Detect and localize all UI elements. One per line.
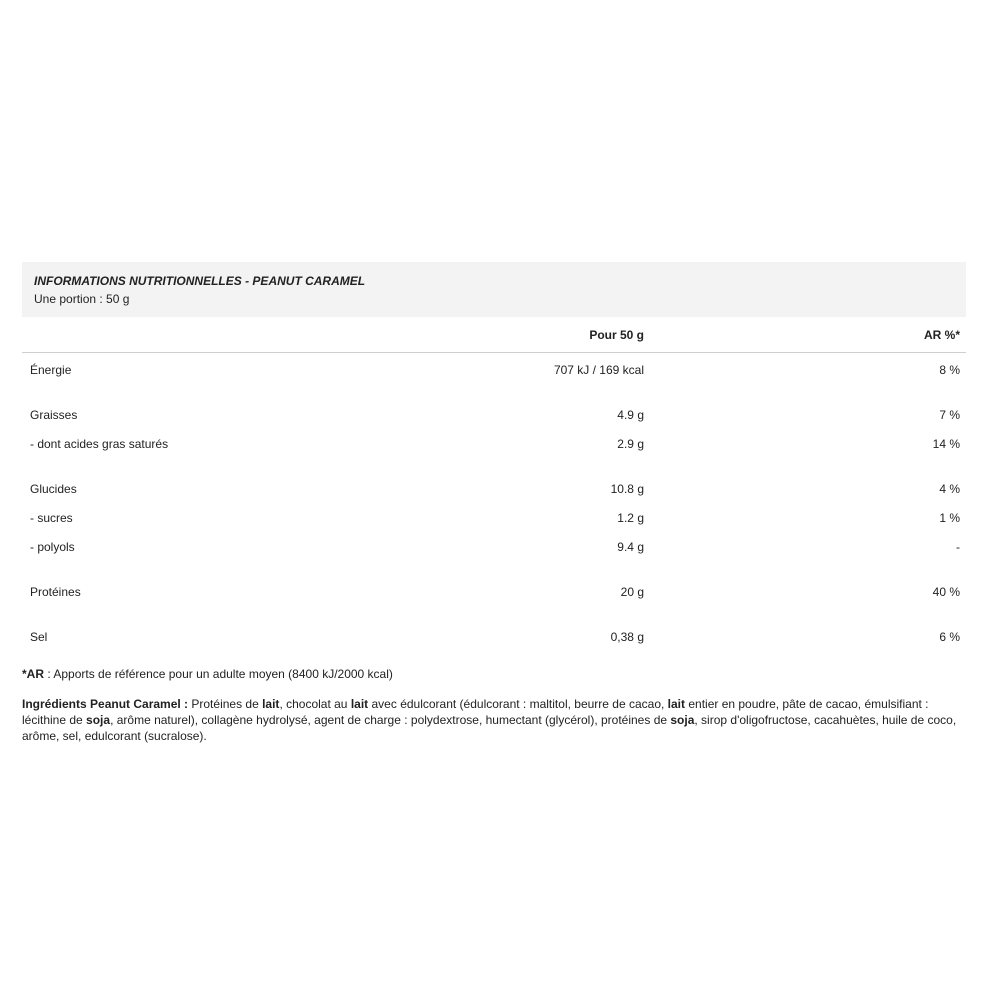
row-value: 0,38 g [610, 630, 644, 644]
ingredient-segment: avec édulcorant (édulcorant : maltitol, beurre de cacao, [368, 697, 668, 711]
ingredient-allergen: soja [670, 713, 695, 727]
ingredient-segment: entier en poudre, pâte de cacao, émulsifiant : lécithine de [22, 697, 929, 727]
table-row-carbohydrates [22, 475, 966, 504]
row-ar: 1 % [939, 511, 960, 525]
ingredient-allergen: lait [667, 697, 686, 711]
nutrition-header [22, 262, 966, 317]
table-row-fat [22, 401, 966, 430]
row-label: Glucides [30, 482, 77, 496]
ingredient-allergen: soja [86, 713, 111, 727]
ingredient-segment: , chocolat au [279, 697, 351, 711]
row-label: Sel [30, 630, 48, 644]
table-row-saturated-fat [22, 430, 966, 459]
reference-intake-note [22, 667, 393, 682]
row-label: - sucres [30, 511, 73, 525]
table-row-protein [22, 578, 966, 607]
row-ar: 40 % [932, 585, 960, 599]
ingredient-allergen: lait [262, 697, 280, 711]
row-ar: 14 % [932, 437, 960, 451]
section-spacer [22, 459, 966, 475]
note-label: *AR [22, 667, 45, 681]
nutrition-panel [22, 262, 966, 652]
ingredient-segment: Protéines de [188, 697, 263, 711]
row-ar: 8 % [939, 363, 960, 377]
row-value: 2.9 g [617, 437, 644, 451]
table-row-polyols [22, 533, 966, 562]
nutrition-table-header [22, 317, 966, 353]
serving-size: Une portion : 50 g [34, 292, 130, 306]
row-label: Graisses [30, 408, 78, 422]
row-value: 4.9 g [617, 408, 644, 422]
section-spacer [22, 607, 966, 623]
nutrition-table-body [22, 356, 966, 652]
ingredient-segment: , sirop d'oligofructose, cacahuètes, huile de coco, arôme, sel, edulcorant (sucralose). [22, 713, 957, 743]
row-ar: 4 % [939, 482, 960, 496]
column-header-per-serving: Pour 50 g [589, 328, 644, 342]
table-row-salt [22, 623, 966, 652]
row-value: 707 kJ / 169 kcal [553, 363, 644, 377]
ingredient-allergen: lait [350, 697, 369, 711]
note-text: : Apports de référence pour un adulte moyen (8400 kJ/2000 kcal) [44, 667, 393, 681]
nutrition-title: INFORMATIONS NUTRITIONNELLES - PEANUT CARAMEL [34, 274, 366, 288]
row-label: Protéines [30, 585, 81, 599]
row-ar: 7 % [939, 408, 960, 422]
row-value: 20 g [620, 585, 644, 599]
row-value: 10.8 g [610, 482, 644, 496]
row-value: 9.4 g [617, 540, 644, 554]
table-row-energy [22, 356, 966, 385]
section-spacer [22, 562, 966, 578]
row-ar: 6 % [939, 630, 960, 644]
row-value: 1.2 g [617, 511, 644, 525]
column-header-ar: AR %* [923, 328, 960, 342]
section-spacer [22, 385, 966, 401]
row-label: - dont acides gras saturés [30, 437, 169, 451]
ingredient-segment: , arôme naturel), collagène hydrolysé, agent de charge : polydextrose, humectant (glycérol), protéines de [110, 713, 671, 727]
ingredients-text [22, 696, 966, 744]
row-label: Énergie [30, 363, 72, 377]
table-row-sugars [22, 504, 966, 533]
row-ar: - [956, 540, 960, 554]
row-label: - polyols [30, 540, 75, 554]
ingredients-title: Ingrédients Peanut Caramel : [22, 697, 189, 711]
